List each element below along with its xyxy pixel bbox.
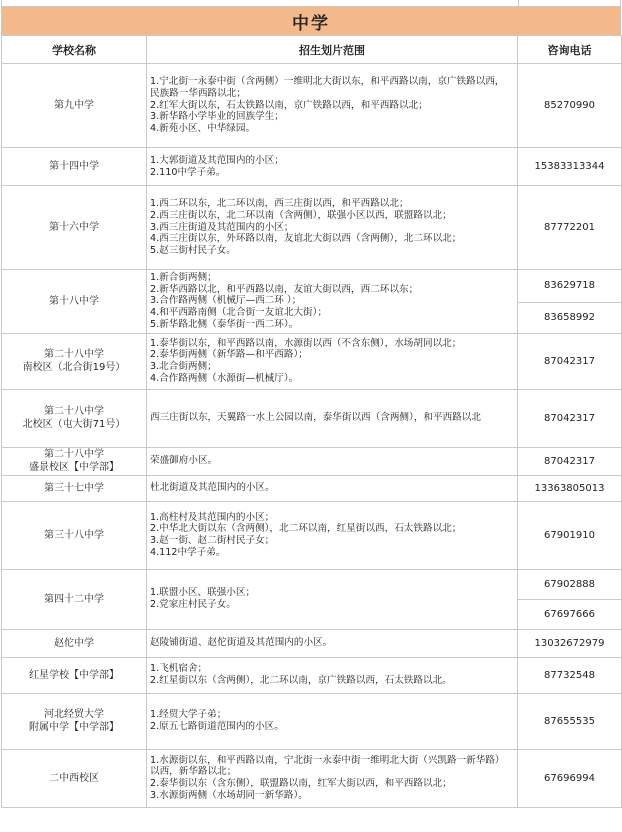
school-name-line: 第十四中学 [49,161,99,172]
enrollment-range [147,749,518,807]
school-name-line: 赵佗中学 [54,637,94,649]
school-name-line: 盛景校区【中学部】 [29,462,119,474]
range-line: 2.西三庄街以东，北二环以南（含两侧），联强小区以西，联盟路以北； [150,209,452,221]
contact-phone: 67902888 [518,569,622,599]
school-name [2,629,147,657]
range-line: 1.高柱村及其范围内的小区； [150,511,275,523]
contact-phone: 83658992 [518,302,622,333]
enrollment-range [147,389,518,447]
range-line: 4.和平西路南侧（北合街一友谊北大街）； [150,307,328,319]
table-row [2,749,622,807]
contact-phone: 87042317 [518,333,622,389]
school-name [2,475,147,501]
range-line: 4.新苑小区、中华绿园。 [150,123,256,135]
range-line: 1.新合街两侧； [150,272,217,283]
school-name-line: 第九中学 [54,100,94,111]
range-line: 4.西三庄街以东，外环路以南，友谊北大街以西（含两侧），北二环以北； [150,233,462,245]
table-row [2,657,622,693]
range-line: 2.党家庄村民子女。 [150,599,236,611]
school-name-line: 第十八中学 [49,295,99,307]
range-line: 1.水源街以东，和平西路以南，宁北街一永泰中街一维明北大街（兴凯路一新华路）以西，新华路以北； [150,754,505,778]
school-name [2,389,147,447]
school-name-line: 第二十八中学 [44,449,104,461]
school-name [2,749,147,807]
range-line: 1.经贸大学子弟； [150,709,227,721]
school-name [2,186,147,270]
table-body [2,64,622,808]
table-row [2,64,622,148]
range-line: 3.合作路两侧（机械厅—西二环 ）； [150,295,302,307]
contact-phone: 67697666 [518,599,622,629]
range-line: 2.红星街以东（含两侧），北二环以南，京广铁路以西，石太铁路以北。 [150,675,452,687]
range-line: 3.水源街两侧（水场胡同一新华路）。 [150,789,308,801]
range-line: 5.赵三街村民子女。 [150,245,236,257]
school-name [2,333,147,389]
range-line: 4.112中学子弟。 [150,546,226,558]
school-name [2,270,147,334]
school-name-line: 北校区（屯大街71号） [22,419,126,431]
enrollment-range [147,629,518,657]
enrollment-range [147,333,518,389]
school-name-line: 第十六中学 [49,222,99,233]
enrollment-range [147,693,518,749]
table-row [2,333,622,389]
school-name [2,657,147,693]
header-phone: 咨询电话 [518,36,622,64]
admissions-sheet [1,0,621,808]
table-row [2,389,622,447]
school-name-line: 红星学校【中学部】 [29,669,119,681]
school-name-line: 第二十八中学 [44,349,104,361]
range-line: 1.西二环以东，北二环以南，西三庄街以西，和平西路以北； [150,198,409,210]
enrollment-range [147,475,518,501]
contact-phone: 67901910 [518,501,622,569]
school-name-line: 第三十七中学 [44,482,104,494]
range-line: 4.合作路两侧（水源街—机械厅）。 [150,372,299,384]
enrollment-range [147,186,518,270]
range-line: 2.红军大街以东，石太铁路以南，京广铁路以西，和平西路以北； [150,99,428,111]
range-line: 1.泰华街以东，和平西路以南，水源街以西（不含东侧），水场胡同以北； [150,337,462,349]
enrollment-range [147,447,518,475]
contact-phone: 15383313344 [518,148,622,186]
contact-phone: 13032672979 [518,629,622,657]
range-line: 3.西三庄街道及其范围内的小区； [150,221,294,233]
range-line: 1.大郭街道及其范围内的小区； [150,154,284,166]
enrollment-range [147,64,518,148]
enrollment-range [147,569,518,629]
range-line: 3.新华路小学毕业的回族学生； [150,111,284,123]
school-name [2,148,147,186]
enrollment-range [147,501,518,569]
range-line: 1.联盟小区、联强小区； [150,587,256,599]
header-row [2,36,622,64]
range-line: 3.北合街两侧； [150,361,217,373]
range-line: 1.宁北街一永泰中街（含两侧）一维明北大街以东，和平西路以南，京广铁路以西，民族路一华西路以北； [150,76,505,99]
section-title: 中学 [1,6,621,35]
school-name-line: 第二十八中学 [44,406,104,418]
range-line: 杜北街道及其范围内的小区。 [150,482,275,494]
table-row [2,186,622,270]
contact-phone: 87042317 [518,389,622,447]
contact-phone: 87772201 [518,186,622,270]
header-range: 招生划片范围 [147,36,518,64]
range-line: 2.泰华街以东（含东侧），联盟路以南，红军大街以西，和平西路以北； [150,778,452,790]
range-line: 荣盛御府小区。 [150,455,218,467]
school-name-line: 河北经贸大学 [44,709,104,721]
range-line: 赵陵铺街道、赵佗街道及其范围内的小区。 [150,637,333,649]
enrollment-range [147,148,518,186]
enrollment-range [147,657,518,693]
contact-phone: 87042317 [518,447,622,475]
school-name-line: 第四十二中学 [44,593,104,605]
school-name-line: 附属中学【中学部】 [29,722,119,734]
table-row [2,148,622,186]
enrollment-range [147,270,518,334]
school-name [2,447,147,475]
range-line: 2.110中学子弟。 [150,166,226,178]
header-school: 学校名称 [2,36,147,64]
range-line: 2.原五七路街道范围内的小区。 [150,721,284,733]
school-name-line: 南校区（北合街19号） [22,362,126,374]
range-line: 2.中华北大街以东（含两侧），北二环以南，红星街以西，石太铁路以北； [150,523,462,535]
school-name-line: 二中西校区 [49,772,99,784]
contact-phone: 67696994 [518,749,622,807]
school-name [2,501,147,569]
table-row [2,270,622,303]
contact-phone: 85270990 [518,64,622,148]
contact-phone: 83629718 [518,270,622,303]
table-row [2,569,622,599]
range-line: 2.新华西路以北，和平西路以南，友谊大街以西，西二环以东； [150,283,419,295]
top-band [1,0,621,6]
school-name [2,693,147,749]
range-line: 2.泰华街两侧（新华路—和平西路）； [150,349,308,361]
contact-phone: 87655535 [518,693,622,749]
table-row [2,447,622,475]
admissions-table [1,35,622,808]
contact-phone: 87732548 [518,657,622,693]
table-row [2,501,622,569]
range-line: 西三庄街以东，天翼路一水上公园以南，泰华街以西（含两侧），和平西路以北 [150,412,481,424]
school-name [2,64,147,148]
school-name [2,569,147,629]
table-row [2,475,622,501]
table-row [2,693,622,749]
range-line: 3.赵一街、赵二街村民子女； [150,535,275,547]
school-name-line: 第三十八中学 [44,529,104,541]
table-row [2,629,622,657]
contact-phone: 13363805013 [518,475,622,501]
range-line: 1.飞机宿舍； [150,663,208,675]
range-line: 5.新华路北侧（泰华街一西二环）。 [150,318,299,330]
